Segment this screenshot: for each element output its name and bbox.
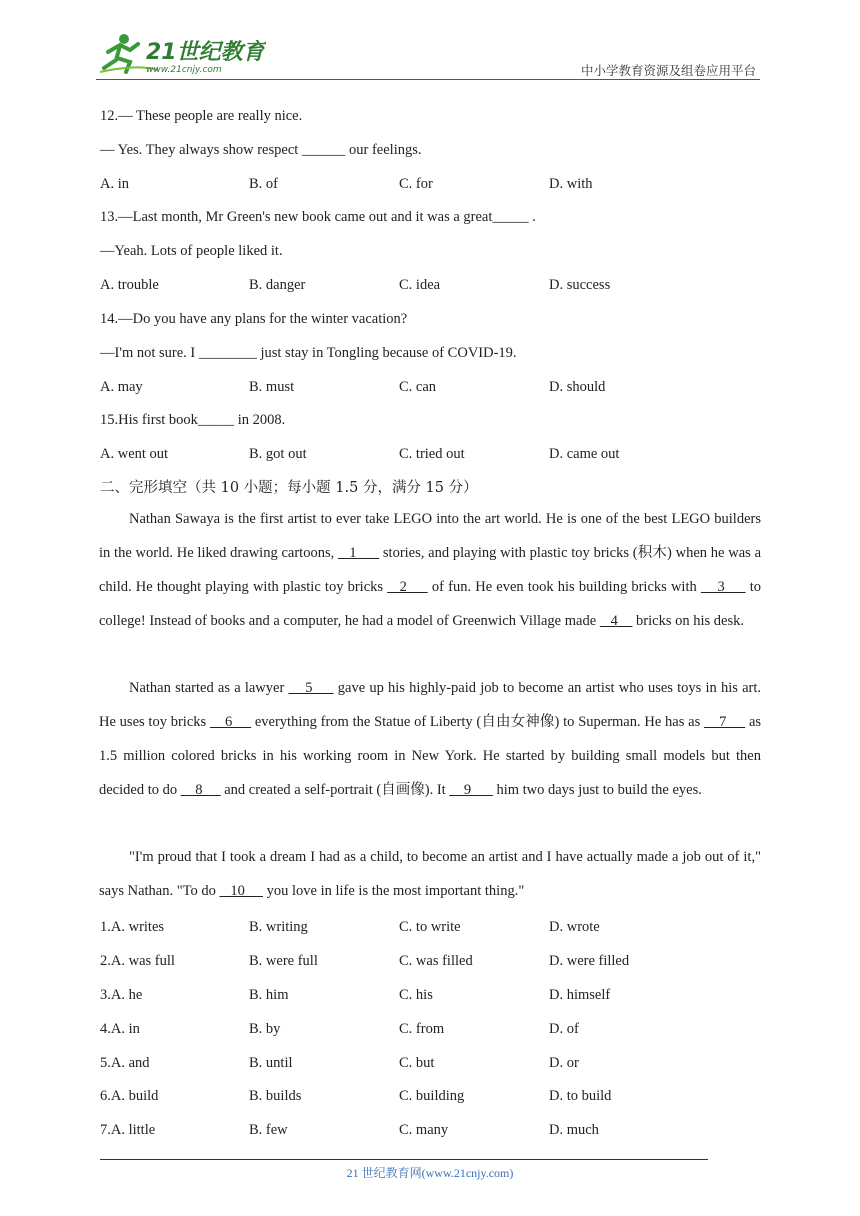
q15-option-c[interactable]: C. tried out <box>399 446 465 462</box>
cloze-4-option-c[interactable]: C. from <box>399 1021 445 1037</box>
blank-5[interactable]: 5 <box>288 680 334 696</box>
cloze-3-option-b[interactable]: B. him <box>249 987 289 1003</box>
q13-option-b[interactable]: B. danger <box>249 277 306 293</box>
cloze-2-option-d[interactable]: D. were filled <box>549 953 630 969</box>
site-logo <box>96 30 266 76</box>
cloze-7-option-a[interactable]: 7.A. little <box>100 1122 156 1138</box>
cloze-7-option-b[interactable]: B. few <box>249 1122 288 1138</box>
cloze-6-option-c[interactable]: C. building <box>399 1088 465 1104</box>
page-header <box>96 30 760 82</box>
blank-10[interactable]: 10 <box>219 882 263 899</box>
q14-option-c[interactable]: C. can <box>399 379 437 395</box>
blank-7[interactable]: 7 <box>704 713 746 730</box>
cloze-paragraph-2: Nathan started as a lawyer 5 gave up his highly-paid job to become an artist who uses toys in his art. He uses toy bricks 6 everything from the Statue of Liberty (自由女神像) to Superman. He has as 7 as 1.5 million colored bricks in his working room in New York. He started by building small models but then decided to do 8 and created a self-portrait (自画像). It 9 him two days just to build the eyes. <box>99 680 762 798</box>
blank-9[interactable]: 9 <box>449 781 493 798</box>
cloze-2-option-b[interactable]: B. were full <box>249 953 318 969</box>
blank-4[interactable]: 4 <box>599 612 633 629</box>
q15-line-1: 15.His first book_____ in 2008. <box>100 412 286 428</box>
q14-line-1: 14.—Do you have any plans for the winter vacation? <box>100 311 408 327</box>
cloze-paragraph-3: "I'm proud that I took a dream I had as a child, to become an artist and I have actually made a job out of it," says Nathan. "To do 10 you love in life is the most important thing." <box>99 849 761 899</box>
cloze-5-option-a[interactable]: 5.A. and <box>100 1055 150 1071</box>
cloze-7-option-c[interactable]: C. many <box>399 1122 449 1138</box>
blank-3[interactable]: 3 <box>700 578 746 595</box>
blank-2[interactable]: 2 <box>387 578 428 595</box>
footer-link[interactable]: 21 世纪教育网(www.21cnjy.com) <box>346 1166 514 1180</box>
q15-option-b[interactable]: B. got out <box>249 446 307 462</box>
q12-option-c[interactable]: C. for <box>399 176 433 192</box>
cloze-4-option-b[interactable]: B. by <box>249 1021 281 1037</box>
q14-option-b[interactable]: B. must <box>249 379 295 395</box>
q13-option-c[interactable]: C. idea <box>399 277 441 293</box>
q12-option-a[interactable]: A. in <box>100 176 129 192</box>
q12-line-2: — Yes. They always show respect ______ our feelings. <box>100 142 422 158</box>
platform-name: 中小学教育资源及组卷应用平台 <box>580 63 756 78</box>
header-divider <box>96 79 760 80</box>
cloze-1-option-a[interactable]: 1.A. writes <box>100 919 165 935</box>
q12-line-1: 12.— These people are really nice. <box>100 108 303 124</box>
cloze-2-option-a[interactable]: 2.A. was full <box>100 953 175 969</box>
q13-option-a[interactable]: A. trouble <box>100 277 159 293</box>
cloze-1-option-b[interactable]: B. writing <box>249 919 308 935</box>
q13-line-2: —Yeah. Lots of people liked it. <box>100 243 283 259</box>
q12-option-b[interactable]: B. of <box>249 176 278 192</box>
cloze-6-option-a[interactable]: 6.A. build <box>100 1088 159 1104</box>
blank-6[interactable]: 6 <box>209 713 252 730</box>
q14-line-2: —I'm not sure. I ________ just stay in Tongling because of COVID-19. <box>100 345 517 361</box>
cloze-3-option-a[interactable]: 3.A. he <box>100 987 143 1003</box>
cloze-1-option-c[interactable]: C. to write <box>399 919 461 935</box>
q15-option-a[interactable]: A. went out <box>100 446 169 462</box>
q14-option-a[interactable]: A. may <box>100 379 143 395</box>
cloze-3-option-c[interactable]: C. his <box>399 987 433 1003</box>
cloze-5-option-d[interactable]: D. or <box>549 1055 579 1071</box>
q14-option-d[interactable]: D. should <box>549 379 606 395</box>
svg-text:www.21cnjy.com: www.21cnjy.com <box>146 65 222 75</box>
section-2-heading: 二、完形填空（共 10 小题；每小题 1.5 分，满分 15 分） <box>100 480 478 496</box>
cloze-1-option-d[interactable]: D. wrote <box>549 919 600 935</box>
q13-line-1: 13.—Last month, Mr Green's new book came out and it was a great_____ . <box>100 209 536 225</box>
q12-option-d[interactable]: D. with <box>549 176 593 192</box>
cloze-6-option-b[interactable]: B. builds <box>249 1088 302 1104</box>
footer-divider <box>100 1159 708 1160</box>
cloze-paragraph-1: Nathan Sawaya is the first artist to ever take LEGO into the art world. He is one of the best LEGO builders in the world. He liked drawing cartoons, 1 stories, and playing with plastic toy bricks (积木) when he was a child. He thought playing with plastic toy bricks 2 of fun. He even took his building bricks with 3 to college! Instead of books and a computer, he had a model of Greenwich Village made 4 bricks on his desk. <box>99 511 762 629</box>
cloze-7-option-d[interactable]: D. much <box>549 1122 599 1138</box>
cloze-4-option-d[interactable]: D. of <box>549 1021 579 1037</box>
cloze-4-option-a[interactable]: 4.A. in <box>100 1021 140 1037</box>
q13-option-d[interactable]: D. success <box>549 277 611 293</box>
cloze-2-option-c[interactable]: C. was filled <box>399 953 473 969</box>
q15-option-d[interactable]: D. came out <box>549 446 620 462</box>
cloze-5-option-b[interactable]: B. until <box>249 1055 293 1071</box>
cloze-6-option-d[interactable]: D. to build <box>549 1088 612 1104</box>
blank-1[interactable]: 1 <box>337 544 380 561</box>
blank-8[interactable]: 8 <box>180 781 221 798</box>
runner-logo-icon <box>96 30 266 76</box>
cloze-3-option-d[interactable]: D. himself <box>549 987 611 1003</box>
svg-text:21世纪教育: 21世纪教育 <box>146 40 265 65</box>
cloze-5-option-c[interactable]: C. but <box>399 1055 435 1071</box>
